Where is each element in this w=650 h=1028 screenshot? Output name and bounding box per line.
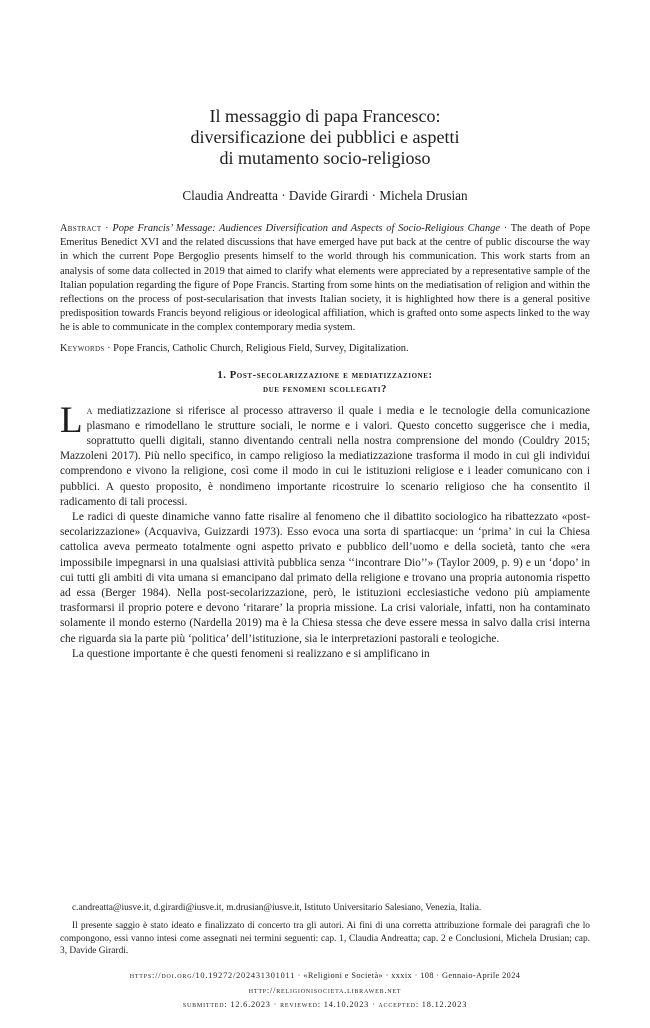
paragraph-1-text: mediatizzazione si riferisce al processo attraverso il quale i media e le tecnologie della comunicazione plasmano e rimodellano le strutture sociali, le norme e i valori. Questo concetto suggerisce che i media, soprattutto quelli digitali, stanno diventando centrali nella nostra comprensione del mondo (Couldry 2015; Mazzoleni 2017). Più nello specifico, in campo religioso la mediatizzazione trasforma il modo in cui gli individui comprendono e vivono la religione, così come il modo in cui le istituzioni religiose e i leader comunicano con i pubblici. A questo proposito, è nondimeno importante ricostruire lo scenario religioso che ha consentito il radicamento di tali processi. <box>60 404 590 508</box>
abstract <box>60 222 590 336</box>
body-paragraph-1 <box>60 399 590 510</box>
submission-dates: submitted: 12.6.2023 · reviewed: 14.10.2023 · accepted: 18.12.2023 <box>182 1000 468 1009</box>
body-paragraph-3: La questione importante è che questi fenomeni si realizzano e si amplificano in <box>72 647 430 660</box>
footnotes <box>60 902 590 958</box>
keywords-text: · Pope Francis, Catholic Church, Religious Field, Survey, Digitalization. <box>104 342 409 354</box>
footer-citation-line <box>40 969 610 984</box>
abstract-label: Abstract <box>60 223 102 234</box>
authorship-note: Il presente saggio è stato ideato e finalizzato di concerto tra gli autori. Ai fini di una corretta attribuzione formale dei paragrafi che lo compongono, essi vanno intesi come assegnati nei termini seguenti: cap. 1, Claudia Andreatta; cap. 2 e Conclusioni, Michela Drusian; cap. 3, Davide Girardi. <box>60 921 590 957</box>
paper-page <box>0 106 650 1028</box>
author-contact-note: c.andreatta@iusve.it, d.girardi@iusve.it, m.drusian@iusve.it, Istituto Universitario Salesiano, Venezia, Italia. <box>72 903 482 913</box>
body-paragraph-2: Le radici di queste dinamiche vanno fatte risalire al fenomeno che il dibattito sociologico ha ribattezzato «post-secolarizzazione» (Acquaviva, Guizzardi 1973). Esso evoca una sorta di spartiacque: un ‘prima’ in cui la Chiesa cattolica aveva permeato totalmente ogni aspetto privato e pubblico dell’uomo e della società, tanto che «era impossibile impegnarsi in una qualsiasi attività pubblica senza ‘‘incontrare Dio’’» (Taylor 2009, p. 9) e un ‘dopo’ in cui tutti gli ambiti di vita umana si emancipano dal primato della religione e trovano una propria autonomia rispetto ad essa (Berger 1984). Nella post-secolarizzazione, però, le istituzioni ecclesiastiche vedono più ampiamente trasformarsi il proprio potere e devono ‘ritarare’ la propria missione. La crisi valoriale, infatti, non ha contaminato solamente il mondo esterno (Nardella 2019) ma è la Chiesa stessa che deve essere messa in salvo dalla crisi interna che riguarda sia la parte più ‘politica’ dell’istituzione, sia le interpretazioni pastorali e teologiche. <box>60 511 590 645</box>
section-heading <box>60 369 590 397</box>
abstract-text: · The death of Pope Emeritus Benedict XVI and the related discussions that have emerged have put back at the centre of public discourse the way in which the current Pope Bergoglio presents himself to the world through his communication. This work starts from an analysis of some data collected in 2019 that aimed to clarify what elements were appreciated by a representative sample of the Italian population regarding the figure of Pope Francis. Starting from some hints on the mediatisation of religion and within the reflections on the process of post-secularisation that invests Italian society, it is highlighted how there is a general positive predisposition towards Francis beyond religious or ideological affiliation, which is grafted onto some aspects linked to the way he is able to communicate in the complex contemporary media system. <box>60 223 591 334</box>
abstract-english-title: Pope Francis’ Message: Audiences Diversification and Aspects of Socio-Religious Change <box>112 223 500 234</box>
journal-website-link[interactable]: http://religionisocieta.libraweb.net <box>248 985 402 995</box>
keywords <box>60 342 590 356</box>
section-heading-line-1: 1. Post-secolarizzazione e mediatizzazione: <box>217 369 433 381</box>
title-line-2: diversificazione dei pubblici e aspetti <box>190 127 460 147</box>
title-line-1: Il messaggio di papa Francesco: <box>209 106 441 126</box>
page-footer <box>40 969 610 1013</box>
abstract-separator: · <box>101 223 113 234</box>
first-word-rest: a <box>86 404 93 417</box>
author-list: Claudia Andreatta · Davide Girardi · Michela Drusian <box>182 188 468 203</box>
drop-cap: L <box>60 399 83 441</box>
article-title <box>60 106 590 169</box>
keywords-label: Keywords <box>60 342 105 354</box>
title-line-3: di mutamento socio-religioso <box>219 148 431 168</box>
journal-info: · «Religioni e Società» · xxxix · 108 · Gennaio-Aprile 2024 <box>295 971 521 980</box>
doi-link[interactable]: https://doi.org/10.19272/202431301011 <box>129 971 296 980</box>
section-heading-line-2: due fenomeni scollegati? <box>262 383 388 395</box>
body-text <box>60 399 590 662</box>
